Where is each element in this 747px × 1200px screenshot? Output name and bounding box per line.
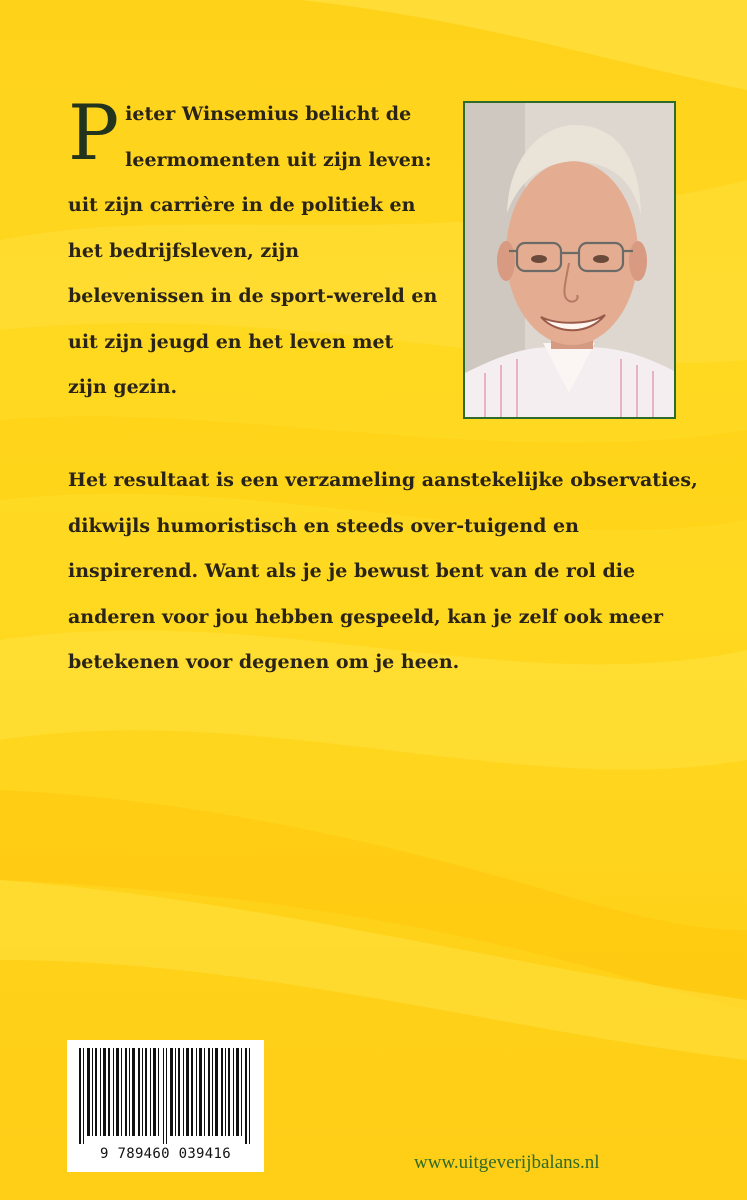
body-paragraph: Het resultaat is een verzameling aanstekelijke observaties, dikwijls humoristisch en steeds over-tuigend en inspirerend. Want als je je bewust bent van de rol die anderen voor jou hebben gespeeld, kan je zelf ook meer betekenen voor degenen om je heen. [68, 469, 698, 673]
barcode [67, 1040, 264, 1172]
author-photo [463, 101, 676, 419]
intro-paragraph [68, 88, 438, 411]
barcode-bars [77, 1048, 254, 1144]
drop-cap: P [68, 88, 120, 177]
publisher-website: www.uitgeverijbalans.nl [414, 1152, 600, 1173]
intro-text: ieter Winsemius belicht de leermomenten uit zijn leven: uit zijn carrière in de politiek en het bedrijfsleven, zijn belevenissen in de sport-wereld en uit zijn jeugd en het leven met zijn gezin. [68, 103, 438, 398]
isbn-number: 9 789460 039416 [100, 1146, 231, 1162]
